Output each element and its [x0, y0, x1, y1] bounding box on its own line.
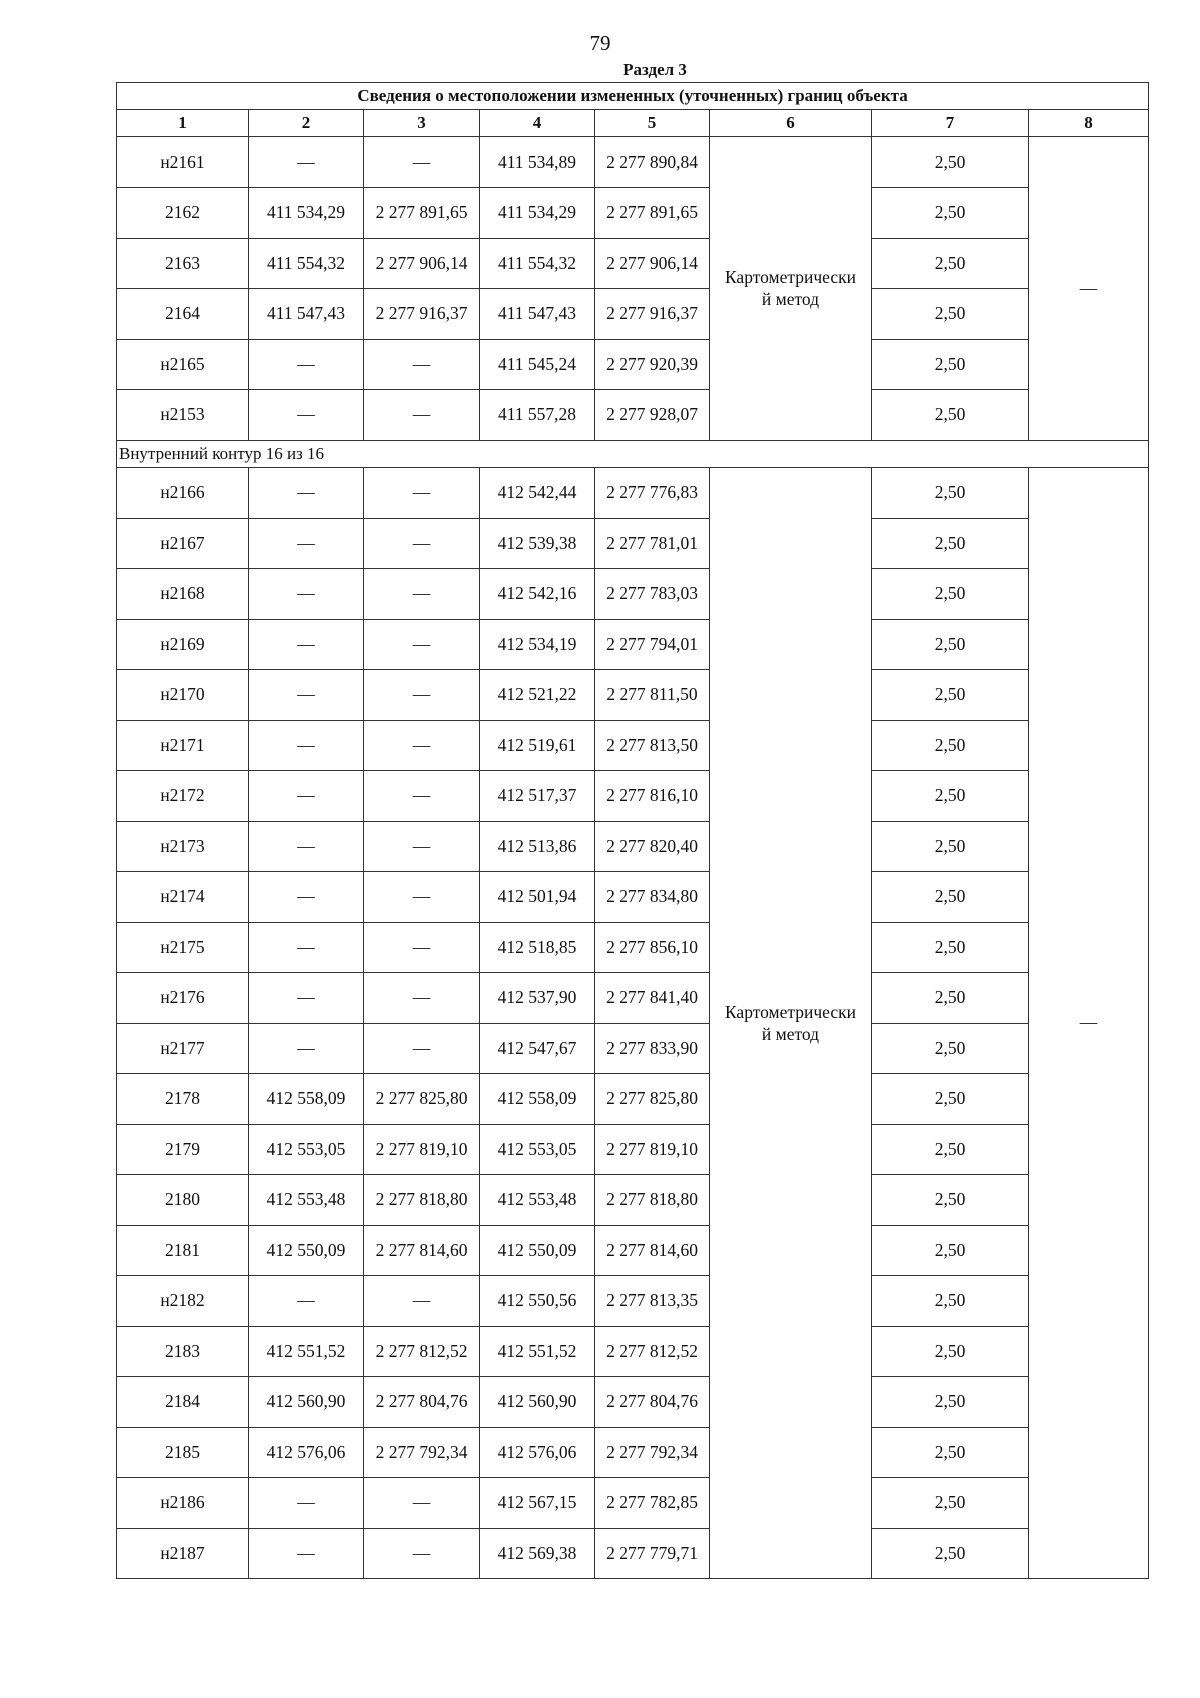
y-old-cell: —: [364, 467, 480, 518]
precision-cell: 2,50: [872, 467, 1029, 518]
x-new-cell: 412 553,48: [480, 1175, 595, 1226]
y-new-cell: 2 277 816,10: [595, 771, 710, 822]
x-old-cell: —: [249, 467, 364, 518]
contour-row: [117, 440, 1149, 467]
x-old-cell: 412 576,06: [249, 1427, 364, 1478]
y-new-cell: 2 277 928,07: [595, 390, 710, 441]
precision-cell: 2,50: [872, 720, 1029, 771]
point-id-cell: н2175: [117, 922, 249, 973]
precision-cell: 2,50: [872, 1326, 1029, 1377]
table-row: [117, 137, 1149, 188]
precision-cell: 2,50: [872, 619, 1029, 670]
column-number: 3: [364, 110, 480, 137]
point-id-cell: 2163: [117, 238, 249, 289]
table-row: [117, 467, 1149, 518]
column8-cell: —: [1029, 137, 1149, 441]
column-number: 4: [480, 110, 595, 137]
table-row: [117, 771, 1149, 822]
precision-cell: 2,50: [872, 821, 1029, 872]
x-old-cell: —: [249, 1023, 364, 1074]
x-old-cell: 412 558,09: [249, 1074, 364, 1125]
point-id-cell: 2178: [117, 1074, 249, 1125]
point-id-cell: н2174: [117, 872, 249, 923]
y-old-cell: 2 277 819,10: [364, 1124, 480, 1175]
point-id-cell: 2184: [117, 1377, 249, 1428]
x-new-cell: 412 521,22: [480, 670, 595, 721]
precision-cell: 2,50: [872, 289, 1029, 340]
method-text-line1: Картометрически: [724, 267, 857, 288]
precision-cell: 2,50: [872, 973, 1029, 1024]
y-old-cell: —: [364, 569, 480, 620]
point-id-cell: н2176: [117, 973, 249, 1024]
x-new-cell: 412 517,37: [480, 771, 595, 822]
y-new-cell: 2 277 814,60: [595, 1225, 710, 1276]
point-id-cell: н2177: [117, 1023, 249, 1074]
x-new-cell: 411 534,89: [480, 137, 595, 188]
x-new-cell: 412 539,38: [480, 518, 595, 569]
y-old-cell: —: [364, 619, 480, 670]
table-row: [117, 1124, 1149, 1175]
y-new-cell: 2 277 804,76: [595, 1377, 710, 1428]
x-new-cell: 412 569,38: [480, 1528, 595, 1579]
x-old-cell: —: [249, 670, 364, 721]
x-new-cell: 412 553,05: [480, 1124, 595, 1175]
x-old-cell: —: [249, 1528, 364, 1579]
y-new-cell: 2 277 812,52: [595, 1326, 710, 1377]
precision-cell: 2,50: [872, 1124, 1029, 1175]
x-old-cell: 412 553,05: [249, 1124, 364, 1175]
y-old-cell: 2 277 812,52: [364, 1326, 480, 1377]
x-old-cell: 411 547,43: [249, 289, 364, 340]
y-new-cell: 2 277 783,03: [595, 569, 710, 620]
table-body: [117, 83, 1149, 1579]
x-old-cell: —: [249, 339, 364, 390]
contour-label: Внутренний контур 16 из 16: [117, 440, 1149, 467]
y-new-cell: 2 277 811,50: [595, 670, 710, 721]
precision-cell: 2,50: [872, 1478, 1029, 1529]
precision-cell: 2,50: [872, 1528, 1029, 1579]
table-caption: Сведения о местоположении измененных (уточненных) границ объекта: [117, 83, 1149, 110]
table-row: [117, 670, 1149, 721]
y-new-cell: 2 277 906,14: [595, 238, 710, 289]
y-new-cell: 2 277 782,85: [595, 1478, 710, 1529]
table-row: [117, 821, 1149, 872]
y-old-cell: —: [364, 973, 480, 1024]
table-row: [117, 922, 1149, 973]
column-number: 8: [1029, 110, 1149, 137]
y-new-cell: 2 277 825,80: [595, 1074, 710, 1125]
point-id-cell: н2166: [117, 467, 249, 518]
point-id-cell: 2183: [117, 1326, 249, 1377]
y-new-cell: 2 277 856,10: [595, 922, 710, 973]
x-new-cell: 411 554,32: [480, 238, 595, 289]
method-text-line2: й метод: [761, 289, 820, 310]
table-row: [117, 339, 1149, 390]
table-row: [117, 238, 1149, 289]
x-old-cell: —: [249, 821, 364, 872]
y-new-cell: 2 277 890,84: [595, 137, 710, 188]
y-old-cell: —: [364, 390, 480, 441]
x-new-cell: 412 551,52: [480, 1326, 595, 1377]
precision-cell: 2,50: [872, 518, 1029, 569]
x-new-cell: 411 545,24: [480, 339, 595, 390]
point-id-cell: н2172: [117, 771, 249, 822]
precision-cell: 2,50: [872, 339, 1029, 390]
table-row: [117, 188, 1149, 239]
point-id-cell: н2153: [117, 390, 249, 441]
table-row: [117, 569, 1149, 620]
x-new-cell: 412 513,86: [480, 821, 595, 872]
x-old-cell: 412 551,52: [249, 1326, 364, 1377]
precision-cell: 2,50: [872, 137, 1029, 188]
x-old-cell: —: [249, 569, 364, 620]
x-new-cell: 411 534,29: [480, 188, 595, 239]
x-new-cell: 412 547,67: [480, 1023, 595, 1074]
point-id-cell: н2173: [117, 821, 249, 872]
table-row: [117, 1377, 1149, 1428]
column-number: 6: [710, 110, 872, 137]
table-row: [117, 1023, 1149, 1074]
table-row: [117, 720, 1149, 771]
y-old-cell: —: [364, 1276, 480, 1327]
table-row: [117, 973, 1149, 1024]
column-numbers-row: [117, 110, 1149, 137]
precision-cell: 2,50: [872, 1377, 1029, 1428]
y-old-cell: 2 277 814,60: [364, 1225, 480, 1276]
x-old-cell: —: [249, 1276, 364, 1327]
y-old-cell: 2 277 916,37: [364, 289, 480, 340]
column-number: 2: [249, 110, 364, 137]
x-old-cell: —: [249, 973, 364, 1024]
y-old-cell: —: [364, 1023, 480, 1074]
precision-cell: 2,50: [872, 238, 1029, 289]
y-old-cell: —: [364, 137, 480, 188]
y-new-cell: 2 277 833,90: [595, 1023, 710, 1074]
y-new-cell: 2 277 818,80: [595, 1175, 710, 1226]
y-new-cell: 2 277 841,40: [595, 973, 710, 1024]
precision-cell: 2,50: [872, 1427, 1029, 1478]
coordinates-table: [116, 82, 1149, 1579]
point-id-cell: 2180: [117, 1175, 249, 1226]
point-id-cell: н2165: [117, 339, 249, 390]
x-new-cell: 412 518,85: [480, 922, 595, 973]
table-row: [117, 1074, 1149, 1125]
method-text-line1: Картометрически: [724, 1001, 857, 1022]
point-id-cell: н2161: [117, 137, 249, 188]
table-row: [117, 289, 1149, 340]
y-old-cell: —: [364, 720, 480, 771]
table-row: [117, 1276, 1149, 1327]
point-id-cell: 2162: [117, 188, 249, 239]
table-row: [117, 619, 1149, 670]
table-row: [117, 1427, 1149, 1478]
precision-cell: 2,50: [872, 1175, 1029, 1226]
y-new-cell: 2 277 794,01: [595, 619, 710, 670]
y-old-cell: —: [364, 670, 480, 721]
table-row: [117, 1528, 1149, 1579]
x-old-cell: —: [249, 137, 364, 188]
y-old-cell: —: [364, 821, 480, 872]
precision-cell: 2,50: [872, 872, 1029, 923]
x-new-cell: 411 547,43: [480, 289, 595, 340]
y-new-cell: 2 277 776,83: [595, 467, 710, 518]
point-id-cell: н2187: [117, 1528, 249, 1579]
precision-cell: 2,50: [872, 569, 1029, 620]
y-old-cell: —: [364, 339, 480, 390]
x-old-cell: 411 534,29: [249, 188, 364, 239]
x-old-cell: 412 550,09: [249, 1225, 364, 1276]
precision-cell: 2,50: [872, 670, 1029, 721]
y-old-cell: 2 277 804,76: [364, 1377, 480, 1428]
x-new-cell: 412 550,56: [480, 1276, 595, 1327]
point-id-cell: н2170: [117, 670, 249, 721]
table-row: [117, 1478, 1149, 1529]
y-new-cell: 2 277 781,01: [595, 518, 710, 569]
y-old-cell: —: [364, 1478, 480, 1529]
page-number: 79: [589, 31, 611, 55]
x-old-cell: —: [249, 1478, 364, 1529]
y-old-cell: 2 277 818,80: [364, 1175, 480, 1226]
x-new-cell: 412 537,90: [480, 973, 595, 1024]
column-number: 7: [872, 110, 1029, 137]
y-old-cell: 2 277 825,80: [364, 1074, 480, 1125]
y-old-cell: —: [364, 872, 480, 923]
point-id-cell: 2179: [117, 1124, 249, 1175]
x-old-cell: 412 553,48: [249, 1175, 364, 1226]
section-title: Раздел 3: [623, 60, 687, 79]
x-new-cell: 412 519,61: [480, 720, 595, 771]
x-new-cell: 412 560,90: [480, 1377, 595, 1428]
column-number: 1: [117, 110, 249, 137]
y-old-cell: —: [364, 1528, 480, 1579]
table-caption-row: [117, 83, 1149, 110]
y-new-cell: 2 277 920,39: [595, 339, 710, 390]
x-new-cell: 412 576,06: [480, 1427, 595, 1478]
column-number: 5: [595, 110, 710, 137]
y-new-cell: 2 277 820,40: [595, 821, 710, 872]
y-old-cell: 2 277 891,65: [364, 188, 480, 239]
y-new-cell: 2 277 779,71: [595, 1528, 710, 1579]
x-new-cell: 411 557,28: [480, 390, 595, 441]
precision-cell: 2,50: [872, 1023, 1029, 1074]
x-new-cell: 412 534,19: [480, 619, 595, 670]
x-new-cell: 412 558,09: [480, 1074, 595, 1125]
table-row: [117, 518, 1149, 569]
point-id-cell: 2164: [117, 289, 249, 340]
x-old-cell: 412 560,90: [249, 1377, 364, 1428]
x-old-cell: —: [249, 872, 364, 923]
table-row: [117, 872, 1149, 923]
precision-cell: 2,50: [872, 922, 1029, 973]
point-id-cell: 2185: [117, 1427, 249, 1478]
method-cell: [710, 137, 872, 441]
x-old-cell: —: [249, 619, 364, 670]
y-new-cell: 2 277 813,50: [595, 720, 710, 771]
x-old-cell: —: [249, 518, 364, 569]
y-old-cell: 2 277 792,34: [364, 1427, 480, 1478]
table-row: [117, 1326, 1149, 1377]
precision-cell: 2,50: [872, 188, 1029, 239]
point-id-cell: н2167: [117, 518, 249, 569]
x-old-cell: —: [249, 771, 364, 822]
x-new-cell: 412 501,94: [480, 872, 595, 923]
y-old-cell: —: [364, 771, 480, 822]
y-new-cell: 2 277 834,80: [595, 872, 710, 923]
x-new-cell: 412 567,15: [480, 1478, 595, 1529]
method-text-line2: й метод: [761, 1023, 820, 1044]
point-id-cell: н2186: [117, 1478, 249, 1529]
y-new-cell: 2 277 813,35: [595, 1276, 710, 1327]
y-old-cell: —: [364, 922, 480, 973]
point-id-cell: н2171: [117, 720, 249, 771]
y-new-cell: 2 277 916,37: [595, 289, 710, 340]
precision-cell: 2,50: [872, 771, 1029, 822]
x-new-cell: 412 542,16: [480, 569, 595, 620]
y-new-cell: 2 277 792,34: [595, 1427, 710, 1478]
point-id-cell: н2169: [117, 619, 249, 670]
y-new-cell: 2 277 819,10: [595, 1124, 710, 1175]
precision-cell: 2,50: [872, 1225, 1029, 1276]
point-id-cell: 2181: [117, 1225, 249, 1276]
precision-cell: 2,50: [872, 1276, 1029, 1327]
x-new-cell: 412 542,44: [480, 467, 595, 518]
table-row: [117, 390, 1149, 441]
table-row: [117, 1225, 1149, 1276]
x-old-cell: —: [249, 390, 364, 441]
method-cell: [710, 467, 872, 1579]
precision-cell: 2,50: [872, 1074, 1029, 1125]
table-row: [117, 1175, 1149, 1226]
precision-cell: 2,50: [872, 390, 1029, 441]
y-new-cell: 2 277 891,65: [595, 188, 710, 239]
point-id-cell: н2168: [117, 569, 249, 620]
y-old-cell: —: [364, 518, 480, 569]
x-old-cell: 411 554,32: [249, 238, 364, 289]
point-id-cell: н2182: [117, 1276, 249, 1327]
column8-cell: —: [1029, 467, 1149, 1579]
x-new-cell: 412 550,09: [480, 1225, 595, 1276]
x-old-cell: —: [249, 922, 364, 973]
y-old-cell: 2 277 906,14: [364, 238, 480, 289]
x-old-cell: —: [249, 720, 364, 771]
